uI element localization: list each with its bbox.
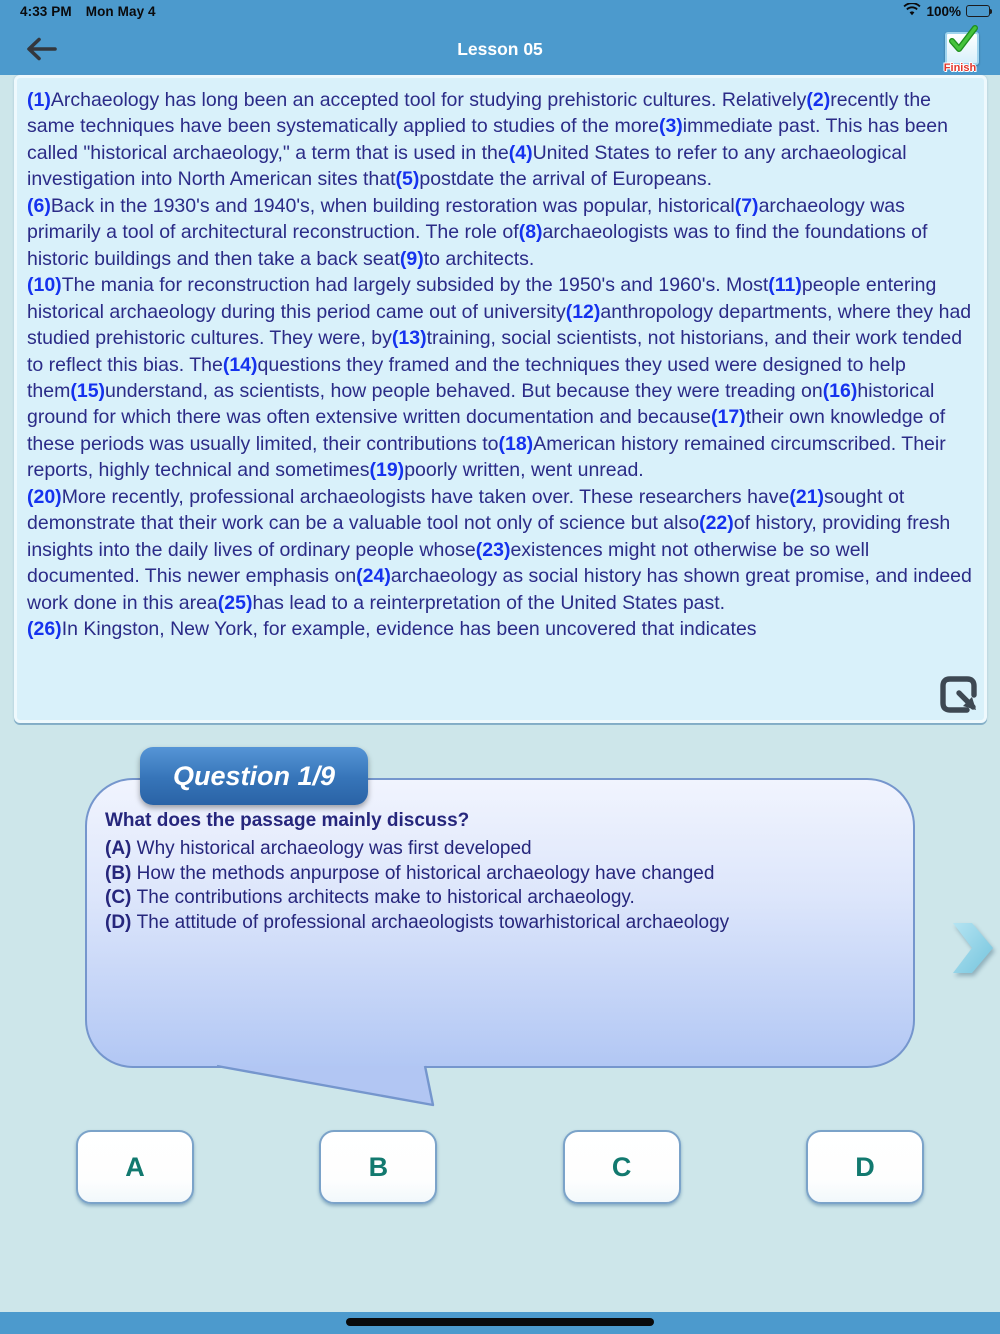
passage-paragraph: (10)The mania for reconstruction had largely subsided by the 1950's and 1960's. Most(11)people entering historical archaeology during this period came out of university(12)anthropology departments, where they had studied prehistoric cultures. They were, by(13)training, social scientists, not historians, and their work tended to reflect this bias. The(14)questions they framed and the techniques they used were designed to help them(15)understand, as scientists, how people behaved. But because they were treading on(16)historical ground for which there was often extensive written documentation and because(17)their own knowledge of these periods was usually limited, their contributions to(18)American history remained circumscribed. Their reports, highly technical and sometimes(19)poorly written, went unread. bbox=[27, 274, 972, 482]
passage-text bbox=[27, 87, 974, 643]
passage-paragraph: (1)Archaeology has long been an accepted tool for studying prehistoric cultures. Relatively(2)recently the same techniques have been systematically applied to studies of the more(3)immediate past. This has been called "historical archaeology," a term that is used in the(4)United States to refer to any archaeological investigation into North American sites that(5)postdate the arrival of Europeans. bbox=[27, 89, 948, 191]
battery-icon bbox=[966, 5, 990, 17]
bottom-bar bbox=[0, 1312, 1000, 1334]
page-title: Lesson 05 bbox=[457, 39, 543, 59]
option-a: (A) Why historical archaeology was first developed bbox=[105, 838, 532, 859]
option-b: (B) How the methods anpurpose of historical archaeology have changed bbox=[105, 862, 715, 884]
next-question-arrow[interactable] bbox=[953, 921, 993, 980]
line-number-marker: (13) bbox=[391, 327, 427, 350]
line-number-marker: (16) bbox=[822, 379, 858, 402]
line-number-marker: (2) bbox=[806, 89, 831, 111]
status-time-date bbox=[20, 4, 170, 19]
answer-button-b[interactable]: B bbox=[319, 1130, 437, 1204]
line-number-marker: (11) bbox=[768, 274, 802, 297]
line-number-marker: (3) bbox=[658, 115, 683, 138]
line-number-marker: (12) bbox=[565, 300, 601, 323]
question-counter-label: Question 1/9 bbox=[172, 760, 336, 791]
line-number-marker: (1) bbox=[27, 89, 51, 111]
option-d: (D) The attitude of professional archaeologists towarhistorical archaeology bbox=[105, 912, 730, 934]
line-number-marker: (24) bbox=[356, 565, 391, 588]
wifi-icon bbox=[903, 3, 921, 19]
nav-bar bbox=[0, 26, 1000, 75]
line-number-marker: (9) bbox=[399, 247, 424, 270]
finish-label: Finish bbox=[943, 62, 977, 74]
answer-buttons bbox=[0, 1130, 1000, 1204]
answer-button-d[interactable]: D bbox=[806, 1130, 924, 1204]
question-body bbox=[105, 810, 895, 936]
line-number-marker: (6) bbox=[27, 194, 51, 217]
option-c: (C) The contributions architects make to historical archaeology. bbox=[105, 887, 635, 909]
passage-paragraph: (6)Back in the 1930's and 1940's, when building restoration was popular, historical(7)archaeology was primarily a tool of architectural reconstruction. The role of(8)archaeologists was to find the foundations of historic buildings and then take a back seat(9)to architects. bbox=[27, 194, 928, 270]
line-number-marker: (4) bbox=[508, 141, 533, 164]
line-number-marker: (22) bbox=[699, 512, 734, 535]
status-bar bbox=[0, 0, 1000, 26]
answer-button-c[interactable]: C bbox=[563, 1130, 681, 1204]
home-indicator[interactable] bbox=[346, 1318, 654, 1326]
battery-percent: 100% bbox=[926, 3, 961, 19]
line-number-marker: (20) bbox=[27, 485, 62, 508]
line-number-marker: (17) bbox=[711, 406, 746, 429]
question-bubble-tail bbox=[215, 1064, 445, 1115]
passage-paragraph: (20)More recently, professional archaeologists have taken over. These researchers have(21)sought ot demonstrate that their work can be a valuable tool not only of science but also(22)of history, providing fresh insights into the daily lives of ordinary people whose(23)existences might not otherwise be so well documented. This newer emphasis on(24)archaeology as social history has shown great promise, and indeed work done in this area(25)has lead to a reinterpretation of the United States past. bbox=[27, 485, 972, 614]
line-number-marker: (8) bbox=[518, 221, 543, 244]
status-time: 4:33 PM bbox=[20, 4, 72, 19]
answer-button-a[interactable]: A bbox=[76, 1130, 194, 1204]
line-number-marker: (21) bbox=[789, 485, 825, 508]
line-number-marker: (10) bbox=[27, 274, 62, 297]
options-list bbox=[105, 837, 895, 936]
status-date: Mon May 4 bbox=[85, 4, 156, 19]
line-number-marker: (26) bbox=[27, 618, 62, 641]
finish-button[interactable] bbox=[934, 28, 986, 76]
line-number-marker: (25) bbox=[217, 591, 253, 614]
line-number-marker: (23) bbox=[475, 538, 511, 561]
line-number-marker: (19) bbox=[369, 459, 405, 482]
finish-check-icon bbox=[948, 25, 978, 58]
page-turn-icon[interactable] bbox=[936, 672, 982, 718]
line-number-marker: (7) bbox=[734, 194, 759, 217]
line-number-marker: (5) bbox=[395, 168, 420, 191]
line-number-marker: (14) bbox=[222, 353, 258, 376]
line-number-marker: (18) bbox=[498, 432, 534, 455]
passage-panel[interactable] bbox=[14, 75, 987, 723]
line-number-marker: (15) bbox=[70, 379, 106, 402]
passage-paragraph: (26)In Kingston, New York, for example, evidence has been uncovered that indicates bbox=[27, 618, 757, 641]
question-prompt: What does the passage mainly discuss? bbox=[105, 810, 470, 831]
question-counter-tab bbox=[140, 747, 368, 805]
